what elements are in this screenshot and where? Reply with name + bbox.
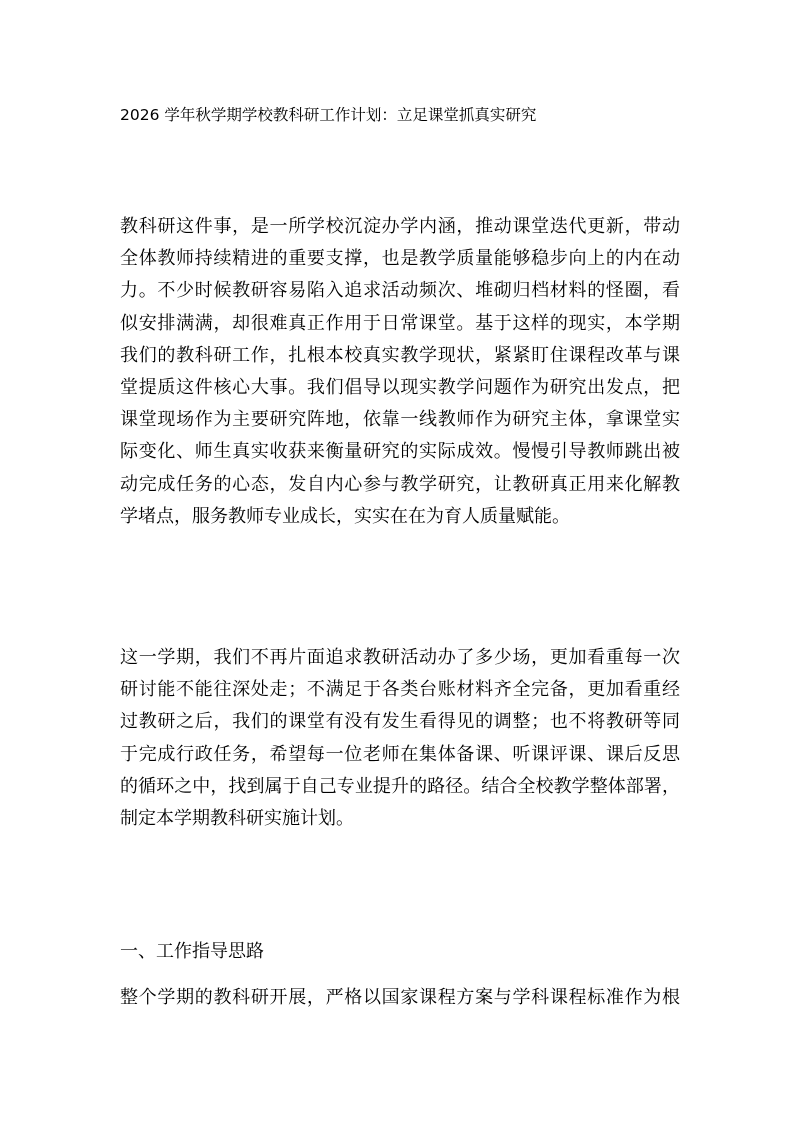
paragraph-line: 动完成任务的心态，发自内心参与教学研究，让教研真正用来化解教	[120, 473, 680, 495]
document-title: 2026 学年秋学期学校教科研工作计划：立足课堂抓真实研究	[120, 106, 537, 124]
paragraph-line: 这一学期，我们不再片面追求教研活动办了多少场，更加看重每一次	[120, 647, 680, 668]
paragraph-line: 研讨能不能往深处走；不满足于各类台账材料齐全完备，更加看重经	[120, 679, 680, 701]
paragraph-line: 的循环之中，找到属于自己专业提升的路径。结合全校教学整体部署，	[120, 775, 680, 797]
paragraph-line: 于完成行政任务，希望每一位老师在集体备课、听课评课、课后反思	[120, 743, 680, 765]
paragraph-line: 我们的教科研工作，扎根本校真实教学现状，紧紧盯住课程改革与课	[120, 344, 680, 366]
semester-focus-paragraph	[120, 642, 680, 835]
paragraph-line: 课堂现场作为主要研究阵地，依靠一线教师作为研究主体，拿课堂实	[120, 409, 680, 431]
paragraph-line: 整个学期的教科研开展，严格以国家课程方案与学科课程标准作为根	[120, 987, 680, 1008]
paragraph-line: 全体教师持续精进的重要支撑，也是教学质量能够稳步向上的内在动	[120, 248, 680, 270]
paragraph-line: 学堵点，服务教师专业成长，实实在在为育人质量赋能。	[120, 505, 570, 527]
section-paragraph	[120, 982, 680, 1014]
paragraph-line: 教科研这件事，是一所学校沉淀办学内涵，推动课堂迭代更新，带动	[120, 216, 680, 237]
paragraph-line: 似安排满满，却很难真正作用于日常课堂。基于这样的现实，本学期	[120, 312, 680, 334]
paragraph-line: 际变化、师生真实收获来衡量研究的实际成效。慢慢引导教师跳出被	[120, 441, 680, 463]
intro-paragraph	[120, 211, 680, 533]
paragraph-line: 堂提质这件核心大事。我们倡导以现实教学问题作为研究出发点，把	[120, 376, 680, 398]
paragraph-line: 力。不少时候教研容易陷入追求活动频次、堆砌归档材料的怪圈，看	[120, 280, 680, 302]
paragraph-line: 过教研之后，我们的课堂有没有发生看得见的调整；也不将教研等同	[120, 711, 680, 733]
paragraph-line: 制定本学期教科研实施计划。	[120, 807, 354, 829]
section-heading: 一、工作指导思路	[120, 941, 264, 962]
